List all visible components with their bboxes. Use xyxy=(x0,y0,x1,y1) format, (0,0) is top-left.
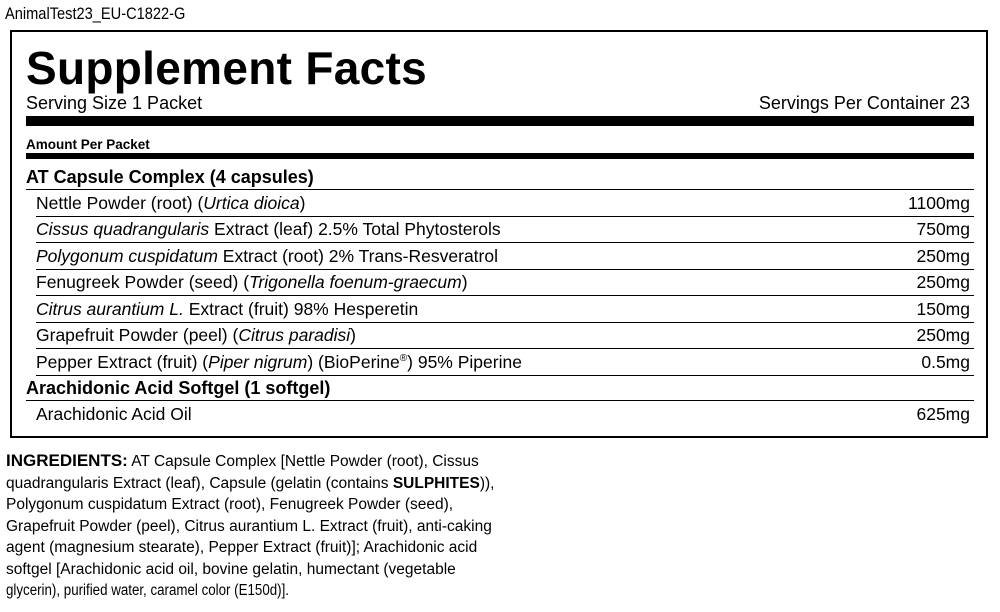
ingredients-statement xyxy=(6,450,516,602)
ingredient-name xyxy=(36,352,522,372)
ingredient-name xyxy=(36,193,305,213)
name-text: Extract (leaf) 2.5% Total Phytosterols xyxy=(209,219,501,240)
latin-name: Trigonella foenum-graecum xyxy=(249,272,462,293)
servings-per-container: Servings Per Container 23 xyxy=(758,93,970,113)
ingredients-text: quadrangularis Extract (leaf), Capsule (gelatin (contains xyxy=(6,474,393,492)
latin-name: Polygonum cuspidatum xyxy=(36,245,218,266)
ingredients-line xyxy=(6,494,516,516)
ingredient-amount: 250mg xyxy=(916,245,970,266)
ingredient-name xyxy=(36,325,356,345)
name-text: ) (BioPerine xyxy=(307,351,400,372)
ingredients-text: softgel [Arachidonic acid oil, bovine gelatin, humectant (vegetable xyxy=(6,560,456,578)
ingredient-name xyxy=(36,299,418,319)
thick-divider-top xyxy=(26,116,974,126)
name-text: Grapefruit Powder (peel) ( xyxy=(36,325,239,346)
file-label: AnimalTest23_EU-C1822-G xyxy=(5,4,186,23)
ingredient-name xyxy=(36,246,498,266)
ingredients-line xyxy=(6,450,516,473)
ingredient-amount: 625mg xyxy=(916,403,970,424)
latin-name: Citrus aurantium L. xyxy=(36,298,184,319)
ingredient-amount: 1100mg xyxy=(908,192,970,213)
name-text: Fenugreek Powder (seed) ( xyxy=(36,272,250,293)
ingredient-row xyxy=(36,296,974,323)
section-title: Arachidonic Acid Softgel (1 softgel) xyxy=(26,376,974,401)
name-text: ) 95% Piperine xyxy=(407,351,522,372)
amount-per-header: Amount Per Packet xyxy=(26,137,150,152)
ingredient-amount: 250mg xyxy=(916,325,970,346)
name-text: ) xyxy=(461,272,468,293)
name-text: Nettle Powder (root) ( xyxy=(36,192,204,213)
panel-title: Supplement Facts xyxy=(26,42,427,94)
ingredients-text: )), xyxy=(479,474,495,492)
ingredient-name xyxy=(36,272,468,292)
ingredients-line xyxy=(6,516,516,538)
ingredient-row xyxy=(36,243,974,270)
latin-name: Cissus quadrangularis xyxy=(36,219,210,240)
ingredients-label: INGREDIENTS: xyxy=(6,451,128,470)
ingredients-text: agent (magnesium stearate), Pepper Extract (fruit)]; Arachidonic acid xyxy=(6,539,478,556)
name-text: ® xyxy=(399,352,408,364)
serving-size: Serving Size 1 Packet xyxy=(26,93,203,113)
name-text: Pepper Extract (fruit) ( xyxy=(36,351,209,372)
ingredient-name xyxy=(36,219,501,239)
ingredients-line xyxy=(6,473,516,495)
thick-divider-mid xyxy=(26,153,974,159)
ingredient-row xyxy=(36,323,974,350)
ingredient-amount: 750mg xyxy=(916,219,970,240)
ingredients-text: glycerin), purified water, caramel color (E150d)]. xyxy=(6,582,290,599)
ingredients-line xyxy=(6,580,445,602)
ingredient-row xyxy=(36,349,974,376)
latin-name: Urtica dioica xyxy=(203,192,300,213)
ingredient-row xyxy=(36,217,974,244)
ingredient-amount: 250mg xyxy=(916,272,970,293)
ingredient-name xyxy=(36,404,192,424)
ingredients-text: Polygonum cuspidatum Extract (root), Fenugreek Powder (seed), xyxy=(6,496,454,513)
ingredient-row xyxy=(36,270,974,297)
ingredients-line xyxy=(6,559,516,581)
supplement-facts-panel xyxy=(10,30,988,438)
nutrient-rows xyxy=(26,165,974,427)
ingredients-line xyxy=(6,537,516,559)
name-text: Extract (root) 2% Trans-Resveratrol xyxy=(217,245,498,266)
ingredients-text: Grapefruit Powder (peel), Citrus aurantium L. Extract (fruit), anti-caking xyxy=(6,517,492,535)
name-text: Extract (fruit) 98% Hesperetin xyxy=(183,298,419,319)
ingredient-row xyxy=(36,401,974,428)
ingredients-text: AT Capsule Complex [Nettle Powder (root), Cissus xyxy=(127,453,479,470)
name-text: ) xyxy=(350,325,356,346)
section-title: AT Capsule Complex (4 capsules) xyxy=(26,165,974,190)
name-text: Arachidonic Acid Oil xyxy=(36,403,192,424)
allergen-text: SULPHITES xyxy=(392,474,480,492)
ingredient-amount: 150mg xyxy=(916,298,970,319)
latin-name: Piper nigrum xyxy=(208,351,308,372)
name-text: ) xyxy=(299,192,306,213)
latin-name: Citrus paradisi xyxy=(238,325,351,346)
ingredient-row xyxy=(36,190,974,217)
ingredient-amount: 0.5mg xyxy=(921,351,970,372)
